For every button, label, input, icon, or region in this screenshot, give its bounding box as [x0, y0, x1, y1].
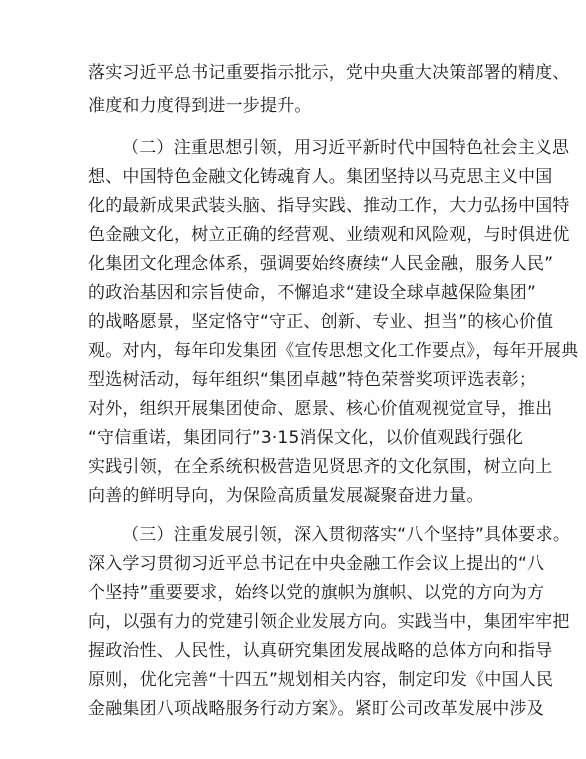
- text-line: 色金融文化，树立正确的经营观、业绩观和风险观，与时俱进优: [88, 225, 570, 245]
- text-line: 准度和力度得到进一步提升。: [88, 96, 312, 116]
- text-line: 想、中国特色金融文化铸魂育人。集团坚持以马克思主义中国: [88, 167, 553, 187]
- text-line: 金融集团八项战略服务行动方案》。紧盯公司改革发展中涉及: [88, 699, 544, 719]
- text-line: 观。对内，每年印发集团《宣传思想文化工作要点》，每年开展典: [88, 341, 579, 361]
- text-line: “守信重诺，集团同行”3·15消保文化，以价值观践行强化: [88, 428, 524, 448]
- text-line: 向善的鲜明导向，为保险高质量发展凝聚奋进力量。: [88, 486, 484, 506]
- text-line: 对外，组织开展集团使命、愿景、核心价值观视觉宣导，推出: [88, 399, 553, 419]
- text-line: 化集团文化理念体系，强调要始终赓续“人民金融，服务人民”: [88, 254, 554, 274]
- text-line: （二）注重思想引领，用习近平新时代中国特色社会主义思: [122, 138, 570, 158]
- text-line: 原则，优化完善“十四五”规划相关内容，制定印发《中国人民: [88, 670, 554, 690]
- text-line: 向，以强有力的党建引领企业发展方向。实践当中，集团牢牢把: [88, 612, 570, 632]
- text-line: （三）注重发展引领，深入贯彻落实“八个坚持”具体要求。: [122, 525, 571, 545]
- text-line: 化的最新成果武装头脑、指导实践、推动工作，大力弘扬中国特: [88, 196, 570, 216]
- text-line: 深入学习贯彻习近平总书记在中央金融工作会议上提出的“八: [88, 554, 545, 574]
- text-line: 落实习近平总书记重要指示批示，党中央重大决策部署的精度、: [88, 63, 570, 83]
- text-line: 的政治基因和宗旨使命，不懈追求“建设全球卓越保险集团”: [88, 283, 537, 303]
- text-line: 握政治性、人民性，认真研究集团发展战略的总体方向和指导: [88, 641, 553, 661]
- text-line: 实践引领，在全系统积极营造见贤思齐的文化氛围，树立向上: [88, 457, 553, 477]
- text-line: 的战略愿景，坚定恪守“守正、创新、专业、担当”的核心价值: [88, 312, 554, 332]
- text-line: 个坚持”重要要求，始终以党的旗帜为旗帜、以党的方向为方: [88, 583, 545, 603]
- text-line: 型选树活动，每年组织“集团卓越”特色荣誉奖项评选表彰；: [88, 370, 537, 390]
